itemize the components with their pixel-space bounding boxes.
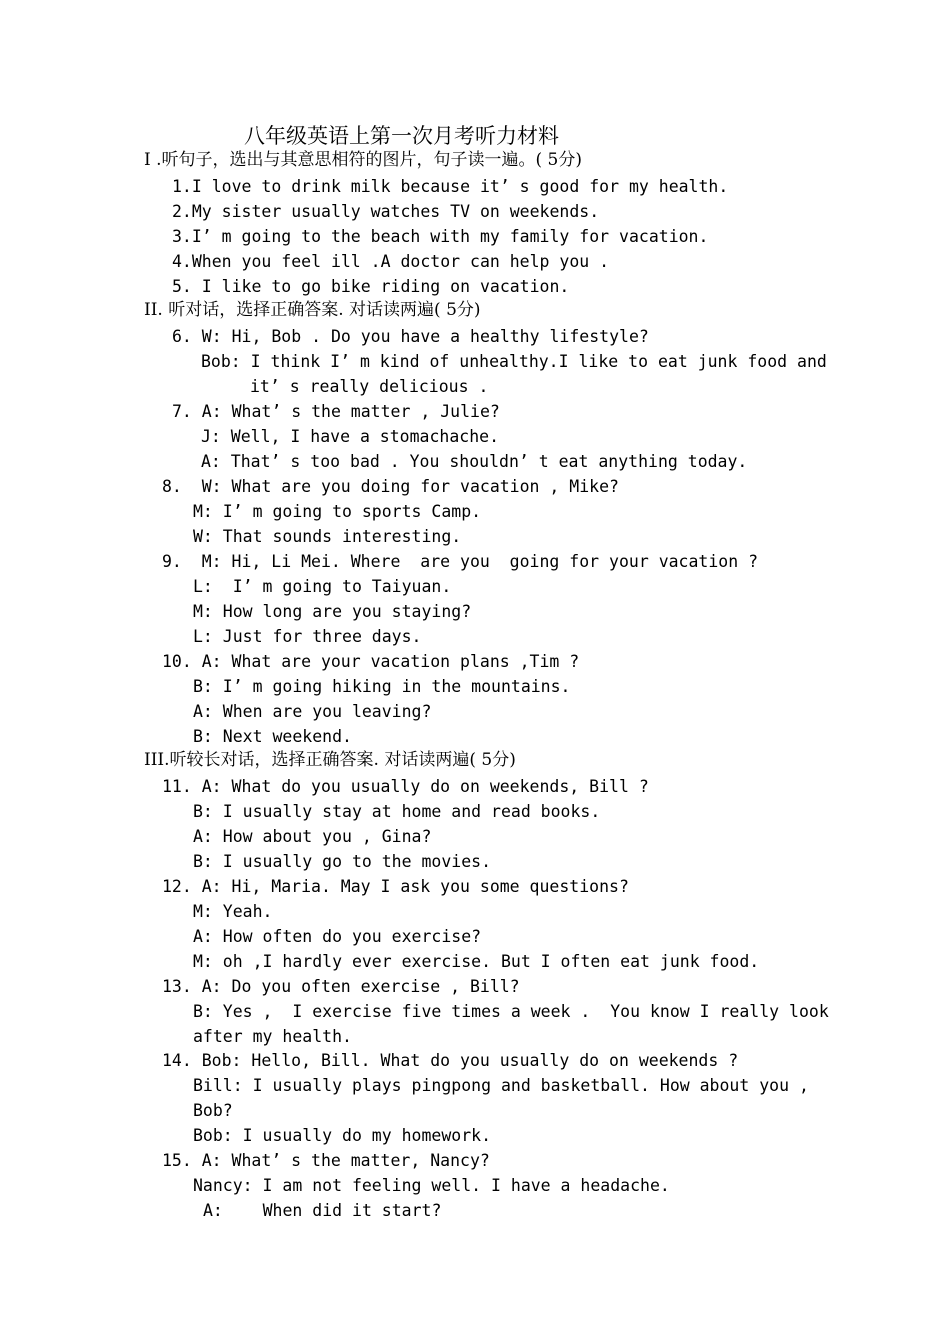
text-line: 12. A: Hi, Maria. May I ask you some questions? bbox=[162, 877, 629, 896]
text-line: after my health. bbox=[193, 1027, 352, 1046]
text-line: Bob: I think I’ m kind of unhealthy.I like to eat junk food and bbox=[201, 352, 827, 371]
text-line: A: How often do you exercise? bbox=[193, 927, 482, 946]
text-line: B: I’ m going hiking in the mountains. bbox=[193, 677, 571, 696]
text-line: B: Yes , I exercise five times a week . You know I really look bbox=[193, 1002, 829, 1021]
text-line: J: Well, I have a stomachache. bbox=[201, 427, 500, 446]
text-line: W: That sounds interesting. bbox=[193, 527, 462, 546]
text-line: 4.When you feel ill .A doctor can help you . bbox=[172, 252, 610, 271]
text-line: it’ s really delicious . bbox=[250, 377, 489, 396]
text-line: 10. A: What are your vacation plans ,Tim ? bbox=[162, 652, 580, 671]
text-line: M: oh ,I hardly ever exercise. But I often eat junk food. bbox=[193, 952, 760, 971]
text-line: 13. A: Do you often exercise , Bill? bbox=[162, 977, 520, 996]
text-line: L: Just for three days. bbox=[193, 627, 422, 646]
text-line: 6. W: Hi, Bob . Do you have a healthy lifestyle? bbox=[172, 327, 649, 346]
text-line: M: How long are you staying? bbox=[193, 602, 472, 621]
text-line: 14. Bob: Hello, Bill. What do you usually do on weekends ? bbox=[162, 1051, 739, 1070]
text-line: 9. M: Hi, Li Mei. Where are you going for your vacation ? bbox=[162, 552, 759, 571]
text-line: M: Yeah. bbox=[193, 902, 273, 921]
text-line: L: I’ m going to Taiyuan. bbox=[193, 577, 452, 596]
text-line: B: I usually stay at home and read books. bbox=[193, 802, 601, 821]
text-line: B: I usually go to the movies. bbox=[193, 852, 492, 871]
text-line: 8. W: What are you doing for vacation , Mike? bbox=[162, 477, 619, 496]
section-3-heading: III.听较长对话，选择正确答案. 对话读两遍( 5分) bbox=[144, 750, 516, 770]
text-line: 5. I like to go bike riding on vacation. bbox=[172, 277, 570, 296]
text-line: B: Next weekend. bbox=[193, 727, 352, 746]
text-line: A: When did it start? bbox=[203, 1201, 442, 1220]
text-line: Bob: I usually do my homework. bbox=[193, 1126, 492, 1145]
text-line: Bob? bbox=[193, 1101, 233, 1120]
section-2-heading: II. 听对话，选择正确答案. 对话读两遍( 5分) bbox=[144, 300, 481, 320]
text-line: 11. A: What do you usually do on weekends, Bill ? bbox=[162, 777, 649, 796]
text-line: A: How about you , Gina? bbox=[193, 827, 432, 846]
text-line: M: I’ m going to sports Camp. bbox=[193, 502, 482, 521]
text-line: Bill: I usually plays pingpong and basketball. How about you , bbox=[193, 1076, 809, 1095]
text-line: 7. A: What’ s the matter , Julie? bbox=[172, 402, 500, 421]
page-title: 八年级英语上第一次月考听力材料 bbox=[244, 124, 559, 148]
text-line: Nancy: I am not feeling well. I have a headache. bbox=[193, 1176, 670, 1195]
text-line: 1.I love to drink milk because it’ s good for my health. bbox=[172, 177, 729, 196]
text-line: 15. A: What’ s the matter, Nancy? bbox=[162, 1151, 490, 1170]
text-line: A: When are you leaving? bbox=[193, 702, 432, 721]
text-line: A: That’ s too bad . You shouldn’ t eat anything today. bbox=[201, 452, 748, 471]
section-1-heading: I .听句子，选出与其意思相符的图片，句子读一遍。( 5分) bbox=[144, 150, 583, 170]
text-line: 3.I’ m going to the beach with my family for vacation. bbox=[172, 227, 709, 246]
text-line: 2.My sister usually watches TV on weekends. bbox=[172, 202, 600, 221]
